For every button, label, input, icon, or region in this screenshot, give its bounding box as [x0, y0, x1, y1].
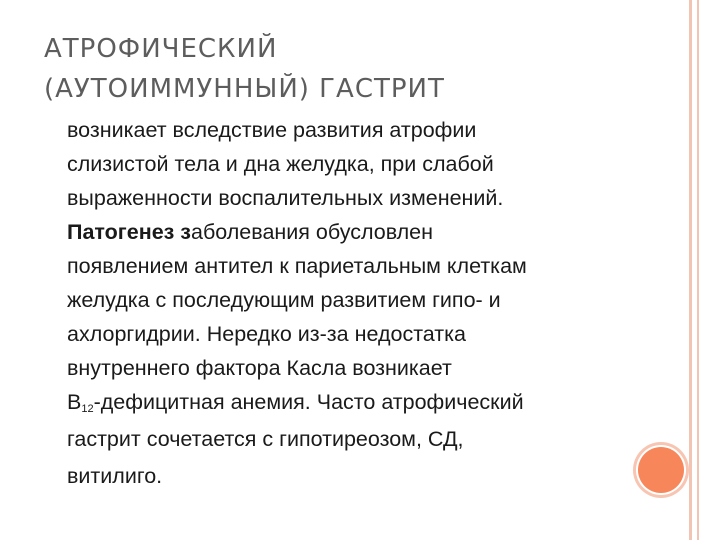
- body-line-7: ахлоргидрии. Нередко из-за недостатка: [67, 322, 466, 346]
- decorative-rule-outer: [689, 0, 692, 540]
- slide-title: [44, 29, 604, 109]
- body-line-9-rest: -дефицитная анемия. Часто атрофический: [93, 390, 524, 414]
- body-line-5: появлением антител к париетальным клеткам: [67, 254, 527, 278]
- body-line-3: выраженности воспалительных изменений.: [67, 186, 504, 210]
- body-line-4-rest: аболевания обусловлен: [191, 220, 434, 244]
- body-line-11: витилиго.: [67, 464, 163, 488]
- body-line-4: [67, 215, 647, 249]
- body-line-8: внутреннего фактора Касла возникает: [67, 356, 452, 380]
- b12-prefix: В: [67, 390, 82, 414]
- body-line-9: [67, 385, 647, 419]
- title-line-1: АТРОФИЧЕСКИЙ: [44, 34, 278, 64]
- body-line-1: возникает вследствие развития атрофии: [67, 118, 477, 142]
- body-line-2: слизистой тела и дна желудка, при слабой: [67, 152, 494, 176]
- pathogenesis-term: Патогенез з: [67, 220, 191, 244]
- body-line-6: желудка с последующим развитием гипо- и: [67, 288, 501, 312]
- b12-subscript: 12: [81, 403, 94, 415]
- title-line-2: (АУТОИММУННЫЙ) ГАСТРИТ: [44, 74, 445, 104]
- decorative-rule-inner: [697, 0, 699, 540]
- slide-body-text: [67, 113, 647, 493]
- body-line-10: гастрит сочетается с гипотиреозом, СД,: [67, 427, 464, 451]
